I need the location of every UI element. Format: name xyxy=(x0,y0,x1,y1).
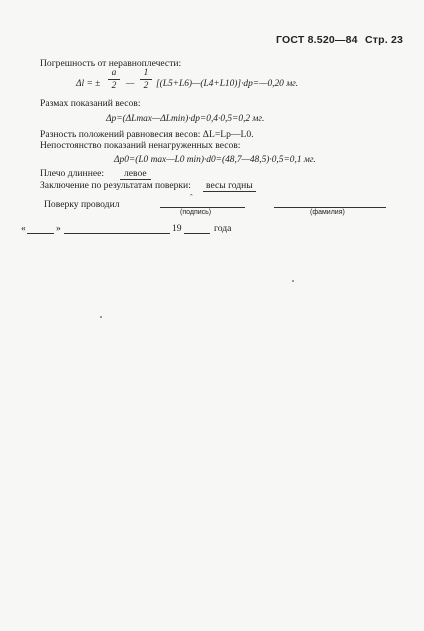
fraction-denominator: 2 xyxy=(111,81,117,91)
fraction-bar xyxy=(108,79,120,80)
range-label: Размах показаний весов: xyxy=(40,98,141,109)
date-open-quote: « xyxy=(21,223,26,234)
nonequal-formula-right: [(L5+L6)—(L4+L10)]·dp=—0,20 мг. xyxy=(156,79,299,89)
fraction-denominator: 2 xyxy=(143,81,149,91)
scan-speck xyxy=(100,316,102,318)
scan-speck xyxy=(292,280,294,282)
signature-line xyxy=(160,207,245,208)
standard-number: ГОСТ 8.520—84 xyxy=(276,34,358,46)
date-year-prefix: 19 xyxy=(172,223,182,234)
unloaded-label: Непостоянство показаний ненагруженных весов: xyxy=(40,140,241,151)
nonequal-minus: — xyxy=(126,79,135,89)
arm-label: Плечо длиннее: xyxy=(40,168,105,179)
date-year-line xyxy=(184,233,210,234)
range-formula: Δp=(ΔLmax—ΔLmin)·dp=0,4·0,5=0,2 мг. xyxy=(106,114,265,124)
equilibrium-label: Разность положений равновесия весов: ΔL=Lp—L0. xyxy=(40,129,254,140)
page-number: Стр. 23 xyxy=(365,34,404,46)
nonequal-fraction-a xyxy=(108,68,120,91)
conclusion-label: Заключение по результатам поверки: xyxy=(40,180,191,191)
nonequal-fraction-half xyxy=(140,68,152,91)
date-month-line xyxy=(64,233,170,234)
arm-value: левое xyxy=(120,168,151,180)
surname-caption: (фамилия) xyxy=(310,209,345,216)
fraction-numerator: 1 xyxy=(143,68,149,78)
verifier-label: Поверку проводил xyxy=(44,199,120,210)
signature-caption: (подпись) xyxy=(180,209,212,216)
surname-line xyxy=(274,207,386,208)
date-close-quote: » xyxy=(56,223,61,234)
signature-mark: ˆ xyxy=(190,193,193,202)
fraction-numerator: a xyxy=(111,68,117,78)
nonequal-formula-left: Δl = ± xyxy=(76,79,101,89)
conclusion-value: весы годны xyxy=(203,180,256,192)
fraction-bar xyxy=(140,79,152,80)
nonequal-label: Погрешность от неравноплечести: xyxy=(40,58,182,69)
date-suffix: года xyxy=(214,223,232,234)
date-day-line xyxy=(27,233,54,234)
unloaded-formula: Δp0=(L0 max—L0 min)·d0=(48,7—48,5)·0,5=0,1 мг. xyxy=(114,155,316,165)
